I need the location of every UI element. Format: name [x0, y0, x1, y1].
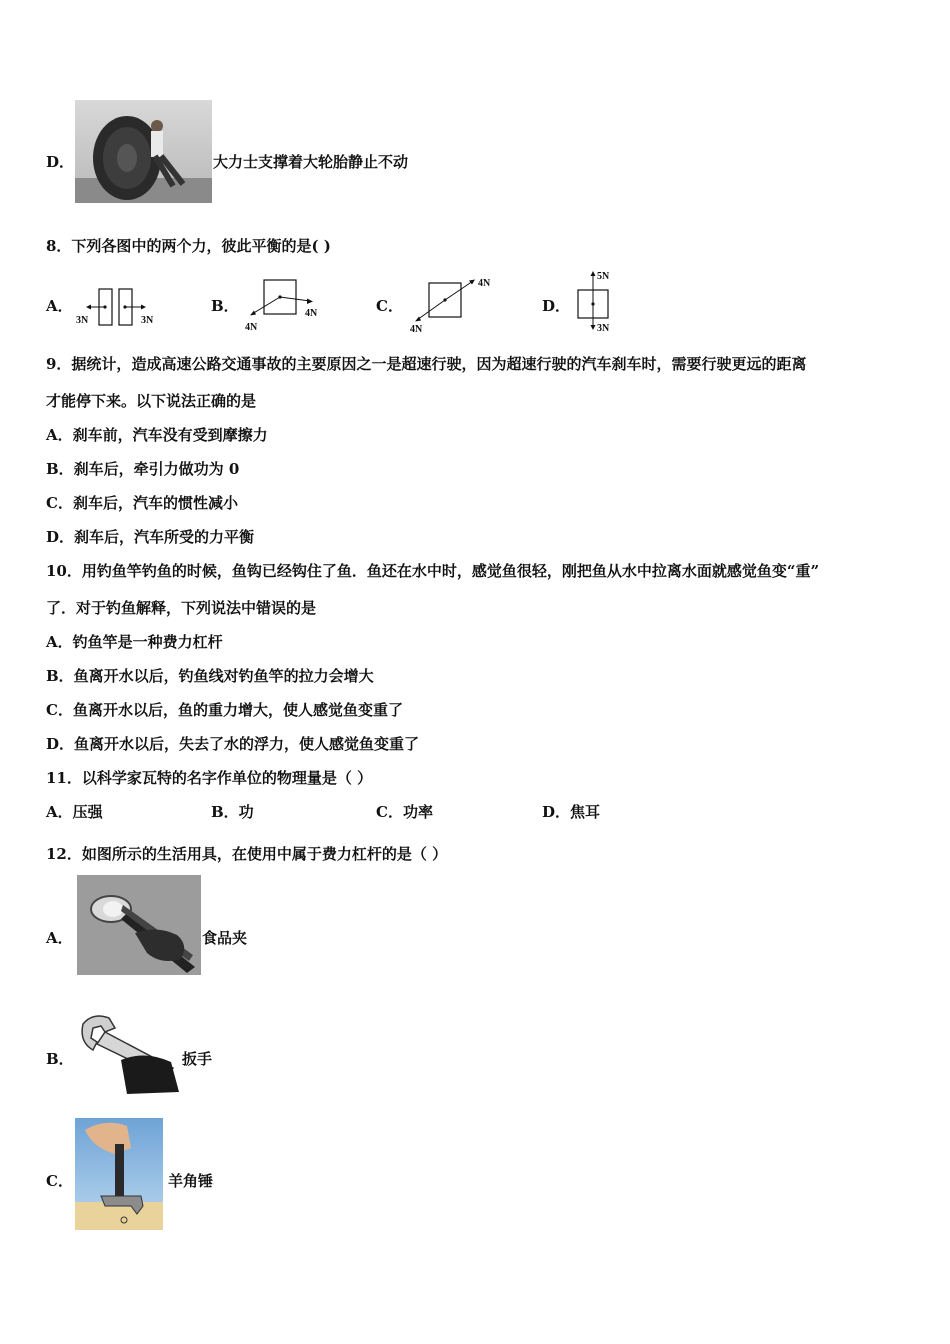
food-tongs-photo [77, 875, 201, 975]
q8-d-force-diagram [572, 266, 632, 336]
q8-b-force2-label: 4N [305, 308, 318, 319]
q12-option-b-text: 扳手 [182, 1050, 213, 1068]
q11-option-a[interactable]: A．压强 [46, 803, 103, 821]
q8-a-force2-label: 3N [141, 315, 154, 326]
q10-option-d[interactable]: D．鱼离开水以后，失去了水的浮力，使人感觉鱼变重了 [46, 735, 420, 753]
q8-option-c-label[interactable]: C． [376, 297, 403, 315]
q11-option-d[interactable]: D．焦耳 [542, 803, 601, 821]
q8-c-force-diagram [405, 272, 500, 334]
q12-option-a-label[interactable]: A． [46, 929, 73, 947]
q10-option-a[interactable]: A．钓鱼竿是一种费力杠杆 [46, 633, 223, 651]
q11-option-c[interactable]: C．功率 [376, 803, 433, 821]
claw-hammer-photo [75, 1118, 163, 1230]
q8-option-d-label[interactable]: D． [542, 297, 571, 315]
q8-c-force2-label: 4N [478, 278, 491, 289]
tire-strongman-photo [75, 100, 212, 203]
q8-a-force-diagram [72, 282, 162, 330]
q12-option-a-text: 食品夹 [202, 929, 248, 947]
q9-stem-line1: 9．据统计，造成高速公路交通事故的主要原因之一是超速行驶，因为超速行驶的汽车刹车时，需要行驶更远的距离 [46, 355, 807, 373]
q11-stem: 11．以科学家瓦特的名字作单位的物理量是（ ） [46, 769, 373, 787]
q10-option-c[interactable]: C．鱼离开水以后，鱼的重力增大，使人感觉鱼变重了 [46, 701, 403, 719]
q12-option-c-text: 羊角锤 [168, 1172, 214, 1190]
q8-stem: 8．下列各图中的两个力，彼此平衡的是( ) [46, 237, 331, 255]
q12-stem: 12．如图所示的生活用具，在使用中属于费力杠杆的是（ ） [46, 845, 448, 863]
q11-option-b[interactable]: B．功 [211, 803, 254, 821]
q9-stem-line2: 才能停下来。以下说法正确的是 [46, 392, 257, 410]
q12-option-c-label[interactable]: C． [46, 1172, 73, 1190]
q9-option-b[interactable]: B．刹车后，牵引力做功为 0 [46, 460, 240, 478]
q10-stem-line1: 10．用钓鱼竿钓鱼的时候，鱼钩已经钩住了鱼．鱼还在水中时，感觉鱼很轻，刚把鱼从水中拉离水面就感觉鱼变“重” [46, 562, 820, 580]
q9-option-a[interactable]: A．刹车前，汽车没有受到摩擦力 [46, 426, 268, 444]
q7-option-d-label: D． [46, 153, 75, 171]
q8-c-force1-label: 4N [410, 324, 423, 334]
q8-option-a-label[interactable]: A． [46, 297, 73, 315]
q8-b-force-diagram [240, 276, 330, 334]
q8-b-force1-label: 4N [245, 322, 258, 333]
wrench-photo [75, 1010, 181, 1094]
q10-option-b[interactable]: B．鱼离开水以后，钓鱼线对钓鱼竿的拉力会增大 [46, 667, 374, 685]
q12-option-b-label[interactable]: B． [46, 1050, 74, 1068]
q8-d-force2-label: 3N [597, 323, 610, 334]
q8-a-force1-label: 3N [76, 315, 89, 326]
q9-option-d[interactable]: D．刹车后，汽车所受的力平衡 [46, 528, 255, 546]
q9-option-c[interactable]: C．刹车后，汽车的惯性减小 [46, 494, 238, 512]
q8-option-b-label[interactable]: B． [211, 297, 239, 315]
q7-option-d-text: 大力士支撑着大轮胎静止不动 [213, 153, 409, 171]
q10-stem-line2: 了．对于钓鱼解释，下列说法中错误的是 [46, 599, 317, 617]
q8-d-force1-label: 5N [597, 271, 610, 282]
